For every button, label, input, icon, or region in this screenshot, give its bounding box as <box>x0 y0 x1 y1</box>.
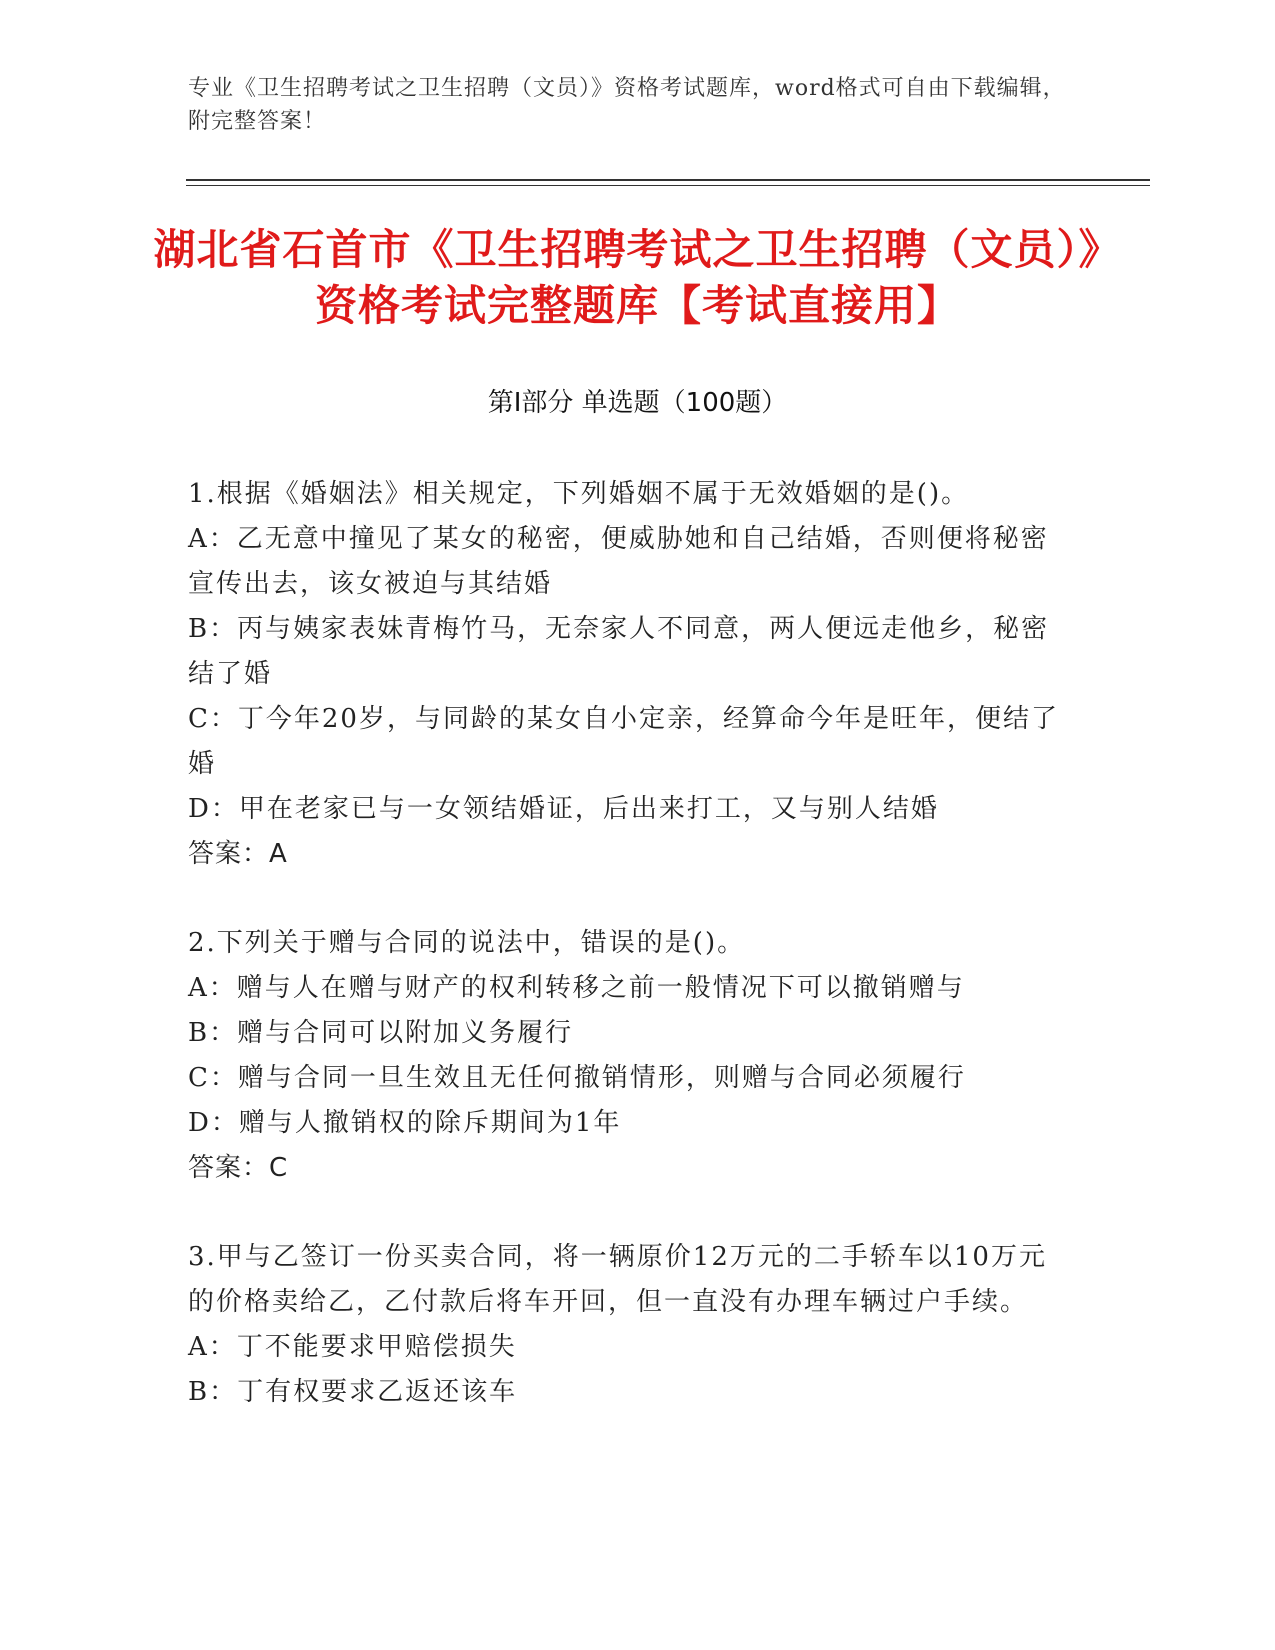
question-1 <box>188 472 1068 877</box>
option-b: B：丙与姨家表妹青梅竹马，无奈家人不同意，两人便远走他乡，秘密结了婚 <box>188 614 1050 689</box>
option-b: B：赠与合同可以附加义务履行 <box>188 1018 574 1048</box>
header-note: 专业《卫生招聘考试之卫生招聘（文员）》资格考试题库，word格式可自由下载编辑，附完整答案！ <box>188 76 1066 134</box>
option-d: D：甲在老家已与一女领结婚证，后出来打工，又与别人结婚 <box>188 794 939 824</box>
header-divider-thin <box>186 185 1150 186</box>
header-divider-thick <box>186 179 1150 181</box>
option-c: C：赠与合同一旦生效且无任何撤销情形，则赠与合同必须履行 <box>188 1063 966 1093</box>
section-title: 第Ⅰ部分 单选题（100题） <box>487 388 788 418</box>
question-list <box>188 472 1068 1459</box>
document-title: 湖北省石首市《卫生招聘考试之卫生招聘（文员）》资格考试完整题库【考试直接用】 <box>153 225 1122 330</box>
option-a: A：丁不能要求甲赔偿损失 <box>188 1332 517 1362</box>
option-c: C：丁今年20岁，与同龄的某女自小定亲，经算命今年是旺年，便结了婚 <box>188 704 1059 779</box>
question-stem: 3.甲与乙签订一份买卖合同，将一辆原价12万元的二手轿车以10万元的价格卖给乙，乙付款后将车开回，但一直没有办理车辆过户手续。 <box>188 1242 1047 1317</box>
option-a: A：赠与人在赠与财产的权利转移之前一般情况下可以撤销赠与 <box>188 973 965 1003</box>
question-stem: 2.下列关于赠与合同的说法中，错误的是()。 <box>188 928 746 958</box>
question-stem: 1.根据《婚姻法》相关规定，下列婚姻不属于无效婚姻的是()。 <box>188 479 970 509</box>
option-a: A：乙无意中撞见了某女的秘密，便威胁她和自己结婚，否则便将秘密宣传出去，该女被迫与其结婚 <box>188 524 1049 599</box>
question-2 <box>188 921 1068 1191</box>
option-d: D：赠与人撤销权的除斥期间为1年 <box>188 1108 622 1138</box>
question-3 <box>188 1235 1068 1415</box>
answer: 答案：C <box>188 1153 289 1183</box>
answer: 答案：A <box>188 839 288 869</box>
option-b: B：丁有权要求乙返还该车 <box>188 1377 518 1407</box>
